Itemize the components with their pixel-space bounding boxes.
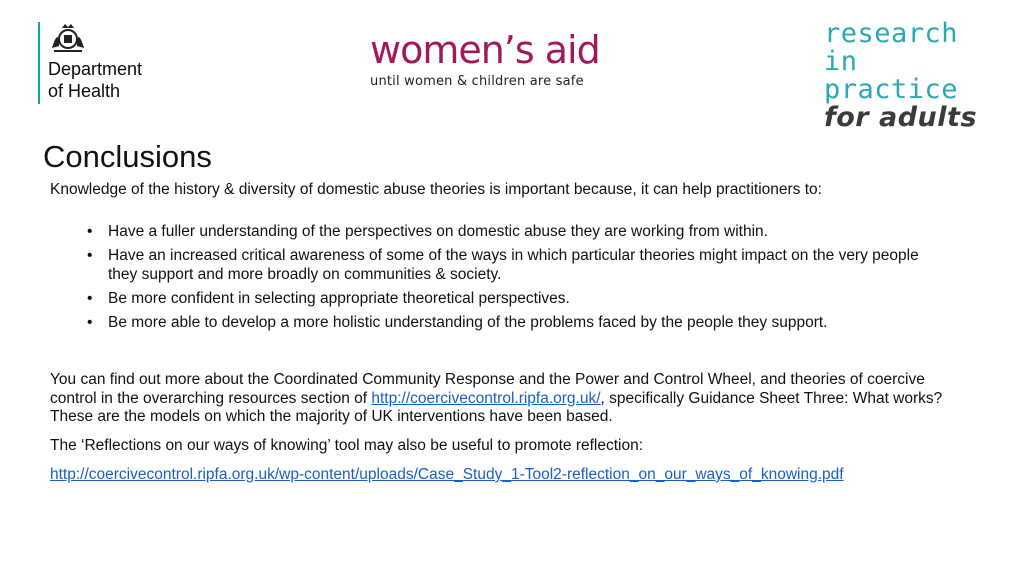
ripfa-line2: in practice	[824, 46, 959, 105]
doh-logo-line2: of Health	[48, 81, 121, 101]
royal-crest-icon	[48, 22, 88, 54]
reflection-text: The ‘Reflections on our ways of knowing’ tool may also be useful to promote reflection:	[50, 437, 644, 454]
logo-header	[0, 0, 1024, 133]
slide-title: Conclusions	[43, 139, 212, 174]
reflection-tool-link[interactable]: http://coercivecontrol.ripfa.org.uk/wp-content/uploads/Case_Study_1-Tool2-reflection_on_our_ways_of_knowing.pdf	[50, 466, 844, 483]
resources-text-start: You can find out more about the Coordinated Community Response and the Power and Control Wheel, and theories of coercive control in the overarching resources section of	[50, 371, 925, 407]
list-item	[50, 246, 950, 284]
womens-aid-tagline: until women & children are safe	[370, 74, 584, 89]
list-item-text: Have an increased critical awareness of some of the ways in which particular theories might impact on the very people they support and more broadly on communities & society.	[108, 247, 919, 283]
womens-aid-logo	[370, 28, 620, 89]
resources-link[interactable]: http://coercivecontrol.ripfa.org.uk/	[371, 389, 601, 407]
intro-text: Knowledge of the history & diversity of domestic abuse theories is important because, it can help practitioners to:	[50, 181, 822, 198]
list-item	[50, 222, 950, 241]
list-item	[50, 289, 950, 308]
department-of-health-logo	[38, 22, 142, 104]
resources-text-end: , specifically Guidance Sheet Three: What works? These are the models on which the majority of UK interventions have been based.	[50, 389, 943, 425]
bullet-icon: •	[87, 247, 93, 264]
benefits-list	[50, 222, 950, 337]
list-item-text: Be more able to develop a more holistic understanding of the problems faced by the people they support.	[108, 314, 828, 331]
research-in-practice-logo	[824, 20, 994, 132]
ripfa-line1: research	[824, 18, 959, 49]
womens-aid-wordmark: women’s aid	[370, 28, 600, 72]
list-item-text: Have a fuller understanding of the perspectives on domestic abuse they are working from within.	[108, 223, 768, 240]
list-item-text: Be more confident in selecting appropriate theoretical perspectives.	[108, 290, 570, 307]
further-resources-paragraph	[50, 371, 970, 427]
logo-divider	[38, 22, 40, 104]
ripfa-line3: for adults	[824, 102, 978, 133]
bullet-icon: •	[87, 223, 93, 240]
reflection-link-line	[50, 465, 844, 484]
doh-logo-body	[48, 22, 142, 104]
bullet-icon: •	[87, 314, 93, 331]
bullet-icon: •	[87, 290, 93, 307]
list-item	[50, 313, 950, 332]
doh-logo-line1: Department	[48, 59, 143, 79]
